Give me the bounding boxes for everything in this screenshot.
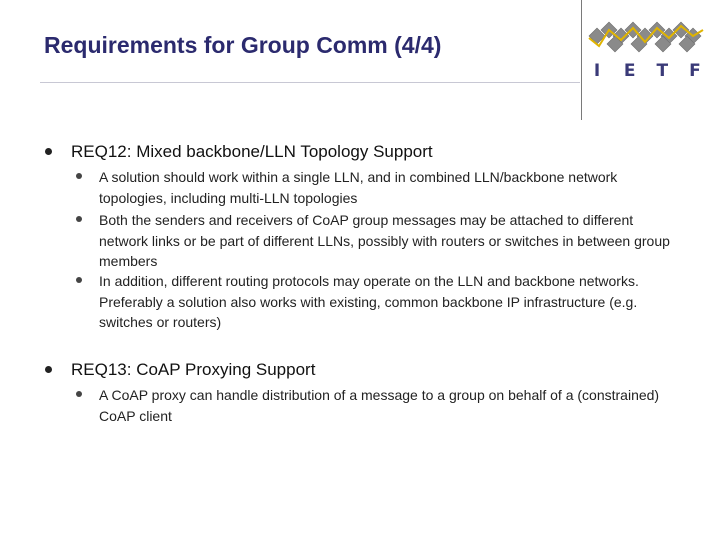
ietf-logo-letters bbox=[587, 61, 705, 81]
bullet-dot bbox=[76, 173, 82, 179]
logo-divider bbox=[581, 0, 582, 120]
req13-item-text: A CoAP proxy can handle distribution of a message to a group on behalf of a (constrained) CoAP client bbox=[99, 387, 660, 424]
req12-heading: REQ12: Mixed backbone/LLN Topology Support bbox=[71, 142, 433, 161]
req13-heading: REQ13: CoAP Proxying Support bbox=[71, 360, 316, 379]
logo-letter: E bbox=[623, 61, 636, 81]
ietf-logo-graphic bbox=[587, 16, 705, 60]
bullet-dot bbox=[45, 148, 52, 155]
req12-item-text: Both the senders and receivers of CoAP group messages may be attached to different network links or be part of different LLNs, possibly with routers or switches in between group members bbox=[99, 212, 670, 269]
logo-letter: I bbox=[593, 61, 601, 81]
bullet-dot bbox=[45, 366, 52, 373]
title-divider bbox=[40, 82, 580, 83]
logo-letter: T bbox=[656, 61, 669, 81]
bullet-dot bbox=[76, 277, 82, 283]
bullet-dot bbox=[76, 216, 82, 222]
req12-item-text: A solution should work within a single LLN, and in combined LLN/backbone network topologies, including multi-LLN topologies bbox=[99, 169, 618, 206]
ietf-logo bbox=[587, 16, 705, 86]
req12-item-text: In addition, different routing protocols may operate on the LLN and backbone networks. Preferably a solution also works with existing, common backbone IP infrastructure (e.g. switches or routers) bbox=[99, 273, 639, 330]
logo-letter: F bbox=[689, 61, 701, 81]
bullet-dot bbox=[76, 391, 82, 397]
slide-title: Requirements for Group Comm (4/4) bbox=[44, 32, 442, 58]
